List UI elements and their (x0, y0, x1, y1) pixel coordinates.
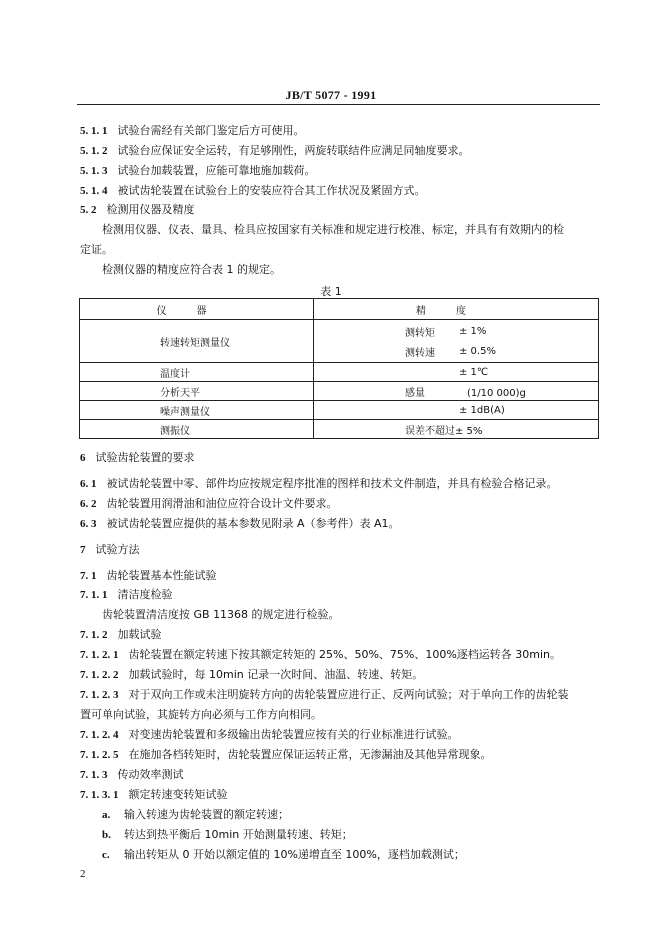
instrument-cell: 温度计 (80, 363, 314, 382)
precision-table (79, 298, 599, 439)
clause-7-1-2-3: 7. 1. 2. 3 对于双向工作或未注明旋转方向的齿轮装置应进行正、反两向试验；对于单向工作的齿轮装 (80, 688, 569, 701)
sub-value: ± 0.5% (459, 345, 496, 357)
sub-label: 测转速 (405, 347, 435, 359)
precision-cell: ± 1℃ (314, 363, 599, 382)
clause-6-1: 6. 1 被试齿轮装置中零、部件均应按规定程序批准的图样和技术文件制造，并具有检验合格记录。 (80, 477, 558, 490)
table-row (80, 320, 599, 363)
clause-7-1: 7. 1 齿轮装置基本性能试验 (80, 569, 217, 582)
body-text-line: 检测仪器的精度应符合表 1 的规定。 (102, 263, 281, 276)
table-caption: 表 1 (320, 285, 342, 298)
list-item: c. 输出转矩从 0 开始以额定值的 10%递增直至 100%，逐档加载测试； (102, 848, 465, 861)
header-precision: 精度 (314, 299, 599, 320)
section-7: 7 试验方法 (80, 543, 140, 556)
section-6: 6 试验齿轮装置的要求 (80, 451, 195, 464)
precision-cell: 误差不超过± 5% (314, 420, 599, 439)
instrument-cell: 噪声测量仪 (80, 401, 314, 420)
standard-header: JB/T 5077 - 1991 (285, 88, 377, 102)
list-item: b. 转达到热平衡后 10min 开始测量转速、转矩； (102, 828, 353, 841)
table-row (80, 363, 599, 382)
clause-7-1-1: 7. 1. 1 清洁度检验 (80, 588, 173, 601)
clause-5-1-2: 5. 1. 2 试验台应保证安全运转，有足够刚性，两旋转联结件应满足同轴度要求。 (80, 144, 470, 157)
clause-7-1-2-4: 7. 1. 2. 4 对变速齿轮装置和多级输出齿轮装置应按有关的行业标准进行试验。 (80, 728, 459, 741)
list-item: a. 输入转速为齿轮装置的额定转速； (102, 808, 289, 821)
clause-7-1-3-1: 7. 1. 3. 1 额定转速变转矩试验 (80, 788, 228, 801)
table-row (80, 401, 599, 420)
clause-7-1-2-1: 7. 1. 2. 1 齿轮装置在额定转速下按其额定转矩的 25%、50%、75%、100%逐档运转各 30min。 (80, 648, 562, 661)
precision-cell (314, 382, 599, 401)
clause-7-1-2: 7. 1. 2 加载试验 (80, 628, 162, 641)
table-row (80, 420, 599, 439)
clause-7-1-3: 7. 1. 3 传动效率测试 (80, 768, 184, 781)
sub-label: 感量 (405, 387, 425, 399)
precision-cell (314, 320, 599, 363)
clause-7-1-2-5: 7. 1. 2. 5 在施加各档转矩时，齿轮装置应保证运转正常，无渗漏油及其他异常现象。 (80, 748, 492, 761)
header-instrument: 仪器 (80, 299, 314, 320)
instrument-cell: 测振仪 (80, 420, 314, 439)
sub-label: 测转矩 (405, 327, 435, 339)
instrument-cell: 分析天平 (80, 382, 314, 401)
clause-5-1-1: 5. 1. 1 试验台需经有关部门鉴定后方可使用。 (80, 124, 305, 137)
clause-5-1-3: 5. 1. 3 试验台加载装置，应能可靠地施加载荷。 (80, 164, 316, 177)
clause-6-2: 6. 2 齿轮装置用润滑油和油位应符合设计文件要求。 (80, 497, 338, 510)
clause-5-1-4: 5. 1. 4 被试齿轮装置在试验台上的安装应符合其工作状况及紧固方式。 (80, 184, 426, 197)
table-row (80, 382, 599, 401)
body-text-line: 齿轮装置清洁度按 GB 11368 的规定进行检验。 (102, 608, 340, 621)
table-header-row (80, 299, 599, 320)
clause-5-2: 5. 2 检测用仪器及精度 (80, 203, 195, 216)
clause-6-3: 6. 3 被试齿轮装置应提供的基本参数见附录 A（参考件）表 A1。 (80, 517, 400, 530)
clause-7-1-2-2: 7. 1. 2. 2 加载试验时，每 10min 记录一次时间、油温、转速、转矩。 (80, 668, 424, 681)
body-text-line: 检测用仪器、仪表、量具、检具应按国家有关标准和规定进行校准、标定，并具有有效期内的检 (102, 223, 564, 236)
instrument-cell: 转速转矩测量仪 (80, 320, 314, 363)
sub-value: (1/10 000)g (467, 387, 526, 399)
page-number: 2 (80, 868, 86, 880)
sub-value: ± 1% (459, 325, 487, 337)
body-text-line: 定证。 (80, 243, 113, 256)
precision-cell: ± 1dB(A) (314, 401, 599, 420)
body-text-line: 置可单向试验，其旋转方向必须与工作方向相同。 (80, 708, 322, 721)
header-rule (77, 104, 600, 105)
